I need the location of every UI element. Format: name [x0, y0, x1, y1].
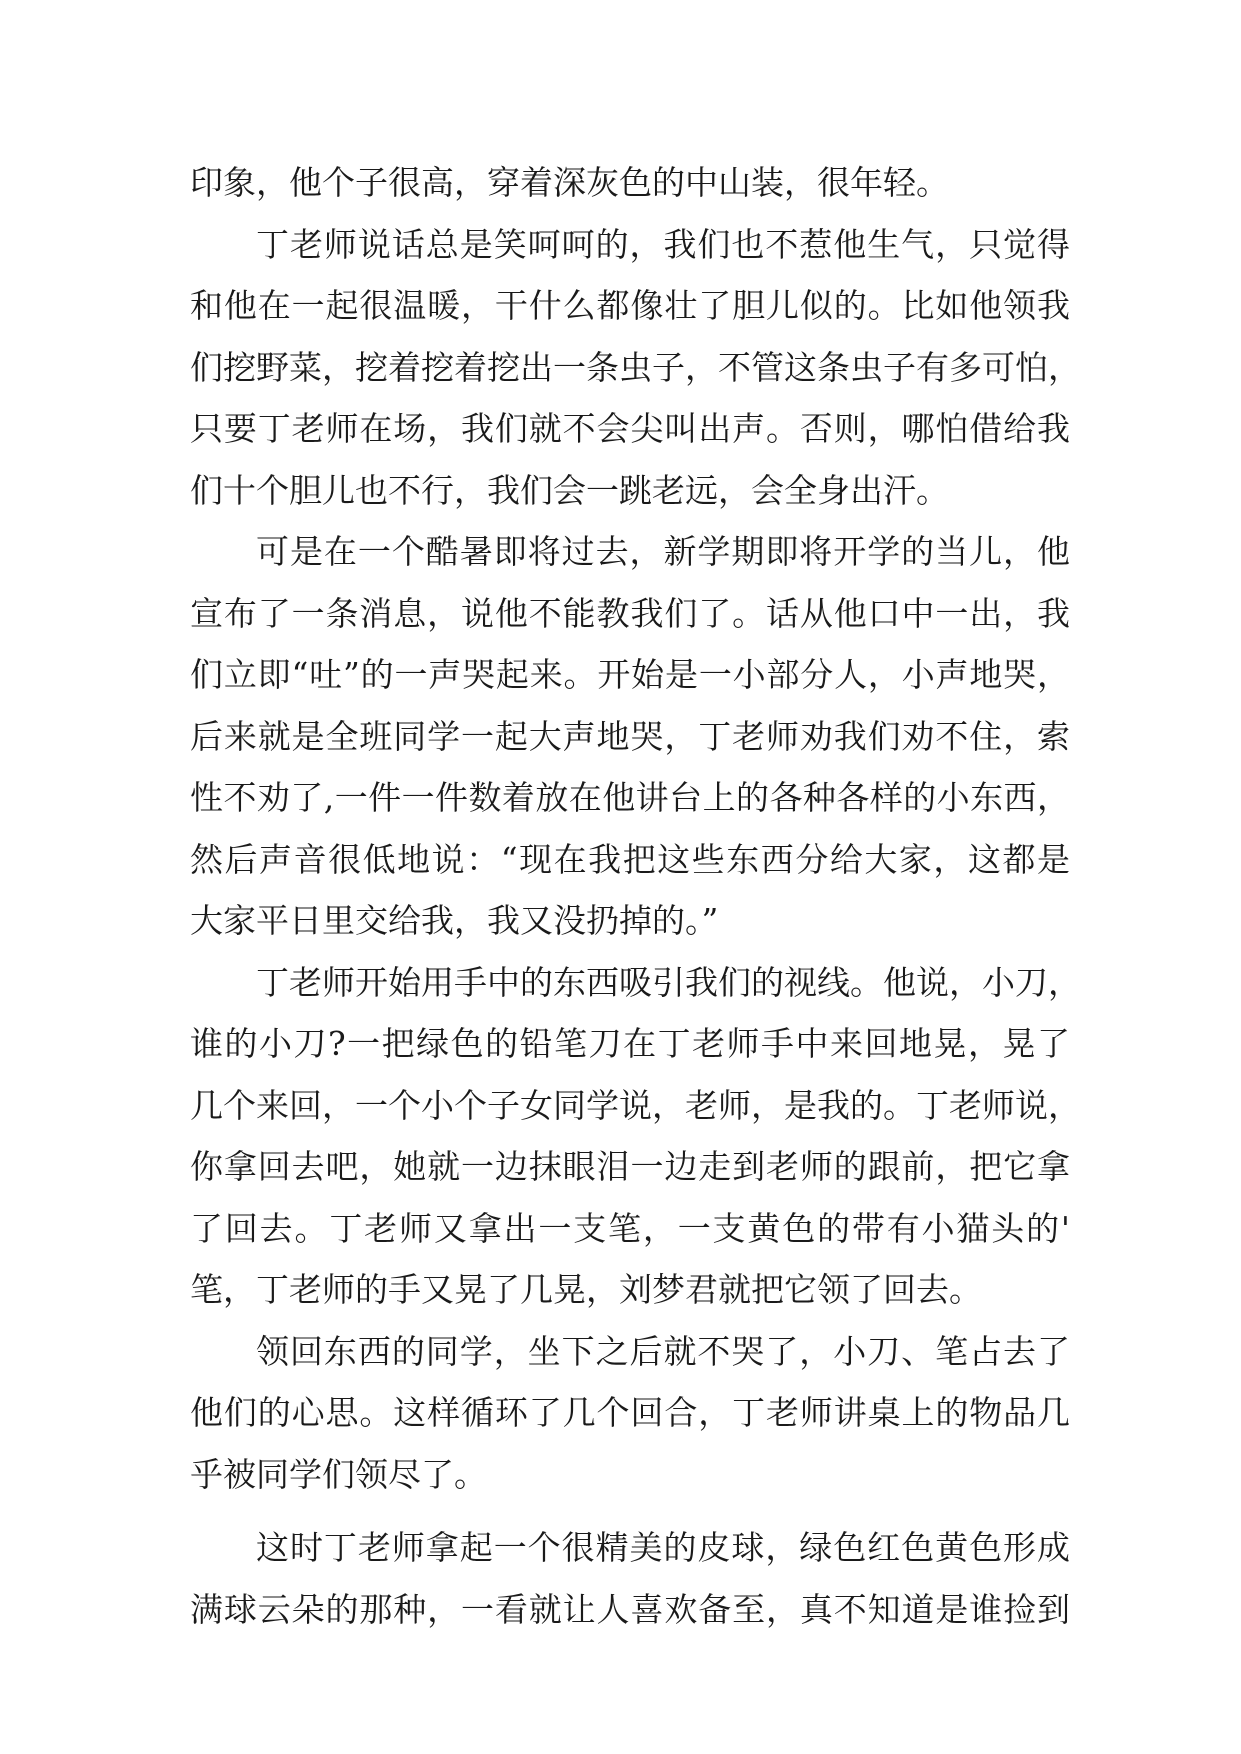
text-line: 了回去。丁老师又拿出一支笔，一支黄色的带有小猫头的'	[190, 1208, 1070, 1248]
text-line: 丁老师开始用手中的东西吸引我们的视线。他说，小刀，	[256, 962, 1081, 1002]
paragraph	[190, 521, 1070, 952]
paragraph	[190, 1517, 1070, 1640]
text-line: 可是在一个酷暑即将过去，新学期即将开学的当儿，他	[256, 532, 1070, 571]
text-line: 领回东西的同学，坐下之后就不哭了，小刀、笔占去了	[256, 1331, 1070, 1371]
body-text	[190, 152, 1081, 1640]
text-line: 笔，丁老师的手又晃了几晃，刘梦君就把它领了回去。	[190, 1270, 982, 1309]
text-line: 这时丁老师拿起一个很精美的皮球，绿色红色黄色形成	[256, 1528, 1070, 1567]
text-line: 们十个胆儿也不行，我们会一跳老远，会全身出汗。	[190, 470, 949, 510]
text-line: 他们的心思。这样循环了几个回合，丁老师讲桌上的物品几	[190, 1393, 1070, 1432]
text-line: 大家平日里交给我，我又没扔掉的。”	[190, 901, 719, 940]
text-line: 和他在一起很温暖，干什么都像壮了胆儿似的。比如他领我	[190, 286, 1070, 325]
paragraph	[190, 1321, 1070, 1506]
text-line: 乎被同学们领尽了。	[190, 1454, 487, 1494]
paragraph-gap	[190, 1505, 1070, 1517]
paragraph	[190, 152, 1070, 214]
text-line: 印象，他个子很高，穿着深灰色的中山装，很年轻。	[190, 163, 949, 202]
text-line: 满球云朵的那种，一看就让人喜欢备至，真不知道是谁捡到	[190, 1589, 1070, 1629]
text-line: 们立即“吐”的一声哭起来。开始是一小部分人，小声地哭，	[190, 655, 1070, 694]
text-line: 然后声音很低地说：“现在我把这些东西分给大家，这都是	[190, 839, 1070, 879]
text-line: 只要丁老师在场，我们就不会尖叫出声。否则，哪怕借给我	[190, 409, 1070, 448]
text-line: 几个来回，一个小个子女同学说，老师，是我的。丁老师说，	[190, 1085, 1081, 1125]
text-line: 性不劝了,一件一件数着放在他讲台上的各种各样的小东西，	[190, 778, 1070, 817]
text-line: 们挖野菜，挖着挖着挖出一条虫子，不管这条虫子有多可怕，	[190, 347, 1081, 387]
paragraph	[190, 214, 1081, 522]
text-line: 谁的小刀?一把绿色的铅笔刀在丁老师手中来回地晃，晃了	[190, 1024, 1070, 1063]
text-line: 后来就是全班同学一起大声地哭，丁老师劝我们劝不住，索	[190, 716, 1070, 756]
text-line: 宣布了一条消息，说他不能教我们了。话从他口中一出，我	[190, 593, 1070, 633]
text-line: 你拿回去吧，她就一边抹眼泪一边走到老师的跟前，把它拿	[190, 1147, 1070, 1186]
text-line: 丁老师说话总是笑呵呵的，我们也不惹他生气，只觉得	[256, 224, 1070, 264]
paragraph	[190, 952, 1081, 1321]
